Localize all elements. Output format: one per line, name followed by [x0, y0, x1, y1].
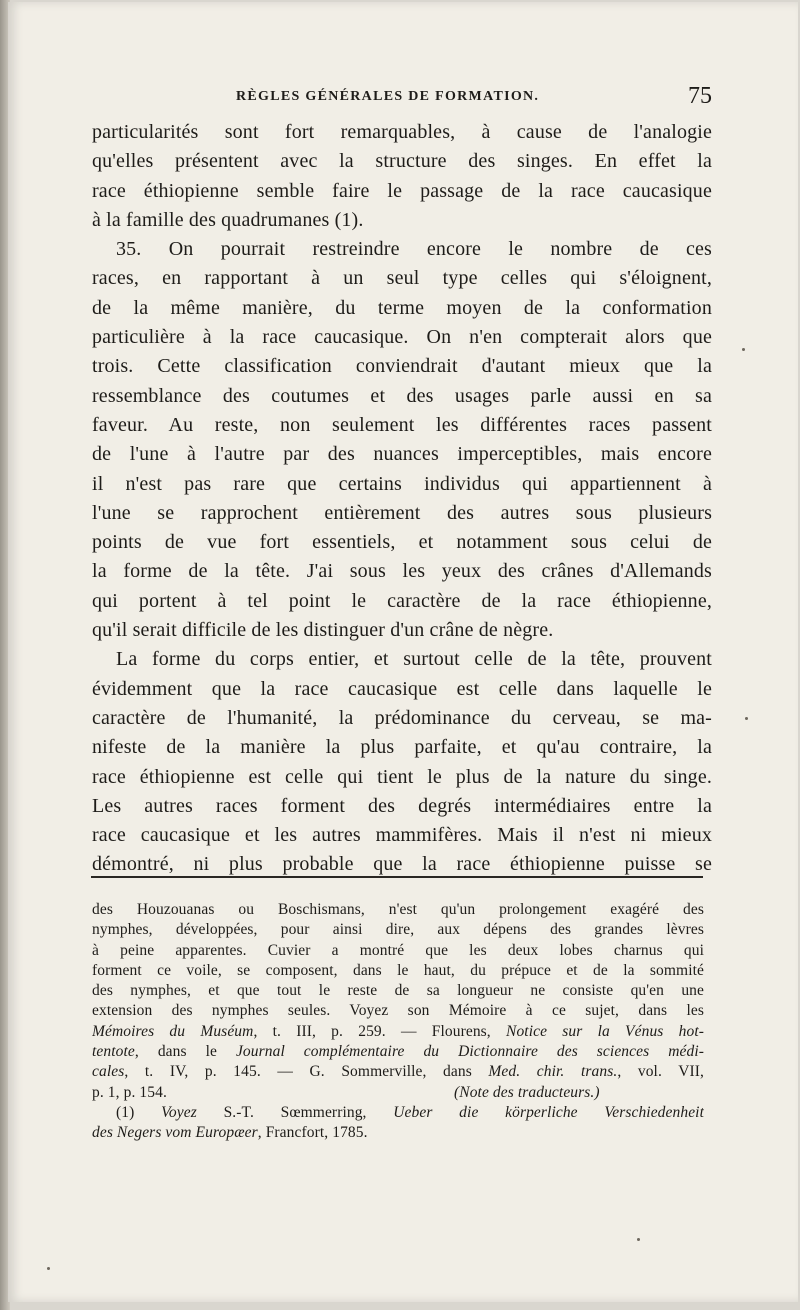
footnote-line: à peine apparentes. Cuvier a montré que les deux lobes charnus qui	[92, 941, 704, 959]
text-line: qui portent à tel point le caractère de la race éthiopienne,	[92, 589, 712, 612]
citation-detail: , t. III, p. 259. — Flourens,	[253, 1022, 506, 1040]
citation-title: Med. chir. trans.	[488, 1063, 618, 1081]
footnote-marker: (1)	[116, 1103, 162, 1121]
paper-speck	[637, 1238, 640, 1241]
citation-detail: S.-T. Sœmmerring,	[196, 1103, 394, 1121]
page-header	[90, 83, 712, 113]
footnote-line	[92, 1123, 704, 1143]
footnote-line: nymphes, développées, pour ainsi dire, aux dépens des grandes lèvres	[92, 921, 704, 939]
text-line: qu'elles présentent avec la structure des singes. En effet la	[92, 150, 712, 173]
citation-detail: , vol. VII,	[617, 1063, 704, 1081]
page-number: 75	[688, 83, 712, 109]
citation-title: tentote	[92, 1043, 135, 1061]
citation-title: Journal complémentaire du Dictionnaire des sciences médi-	[235, 1043, 704, 1061]
text-line: race caucasique et les autres mammifères. Mais il n'est ni mieux	[92, 824, 712, 847]
text-line: particularités sont fort remarquables, à cause de l'analogie	[92, 121, 712, 143]
footnote-line: forment ce voile, se composent, dans le haut, du prépuce et de la sommité	[92, 961, 704, 979]
text-line: ressemblance des coutumes et des usages parle aussi en sa	[92, 384, 712, 407]
citation-title: cales	[92, 1063, 125, 1081]
text-line: particulière à la race caucasique. On n'en compterait alors que	[92, 326, 712, 349]
footnote-line	[92, 1042, 704, 1062]
citation-detail: , dans le	[134, 1043, 236, 1061]
text-line: à la famille des quadrumanes (1).	[92, 208, 364, 231]
citation-detail: p. 1, p. 154.	[92, 1083, 167, 1101]
text-line: de l'une à l'autre par des nuances imperceptibles, mais encore	[92, 443, 712, 466]
text-line: race éthiopienne semble faire le passage de la race caucasique	[92, 179, 712, 202]
citation-detail: , t. IV, p. 145. — G. Sommerville, dans	[124, 1063, 489, 1081]
text-line: la forme de la tête. J'ai sous les yeux des crânes d'Allemands	[92, 560, 712, 583]
paper-speck	[47, 1267, 50, 1270]
citation-title: des Negers vom Europæer	[92, 1124, 258, 1142]
footnote-line	[92, 1083, 704, 1103]
text-line: l'une se rapprochent entièrement des autres sous plusieurs	[92, 501, 712, 524]
translators-note: (Note des traducteurs.)	[454, 1083, 600, 1101]
citation-title: Ueber die körperliche Verschiedenheit	[393, 1103, 704, 1121]
citation-detail: , Francfort, 1785.	[257, 1124, 368, 1142]
text-line: faveur. Au reste, non seulement les différentes races passent	[92, 413, 712, 436]
footnote-line: des nymphes, et que tout le reste de sa longueur ne consiste qu'en une	[92, 982, 704, 1000]
text-line: races, en rapportant à un seul type celles qui s'éloignent,	[92, 267, 712, 290]
text-line: race éthiopienne est celle qui tient le plus de la nature du singe.	[92, 765, 712, 788]
text-line: qu'il serait difficile de les distinguer d'un crâne de nègre.	[92, 619, 554, 642]
paper-speck	[745, 717, 748, 720]
citation-title: Notice sur la Vénus hot-	[506, 1022, 704, 1040]
text-line: caractère de l'humanité, la prédominance du cerveau, se ma-	[92, 706, 712, 729]
text-line: trois. Cette classification conviendrait d'autant mieux que la	[92, 355, 712, 378]
citation-title: Voyez	[161, 1103, 197, 1121]
text-line: nifeste de la manière la plus parfaite, et qu'au contraire, la	[92, 736, 712, 759]
text-line: il n'est pas rare que certains individus qui appartiennent à	[92, 472, 712, 495]
citation-title: Mémoires du Muséum	[92, 1022, 254, 1040]
text-line: points de vue fort essentiels, et notamment sous celui de	[92, 531, 712, 554]
running-title: RÈGLES GÉNÉRALES DE FORMATION.	[236, 89, 540, 104]
paper-speck	[742, 348, 745, 351]
text-line: 35. On pourrait restreindre encore le nombre de ces	[116, 238, 712, 261]
footnote-line	[92, 1103, 704, 1123]
footnote-line	[92, 1062, 704, 1082]
footnote-line: des Houzouanas ou Boschismans, n'est qu'un prolongement exagéré des	[92, 901, 704, 918]
footnote-line: extension des nymphes seules. Voyez son Mémoire à ce sujet, dans les	[92, 1002, 704, 1020]
footnote-rule	[91, 876, 703, 878]
text-line: évidemment que la race caucasique est celle dans laquelle le	[92, 677, 712, 700]
text-line: La forme du corps entier, et surtout celle de la tête, prouvent	[116, 648, 712, 671]
text-line: démontré, ni plus probable que la race éthiopienne puisse se	[92, 853, 712, 876]
text-line: de la même manière, du terme moyen de la conformation	[92, 296, 712, 319]
footnote-line	[92, 1022, 704, 1042]
main-text	[92, 118, 712, 880]
text-line: Les autres races forment des degrés intermédiaires entre la	[92, 794, 712, 817]
footnotes	[92, 900, 704, 1144]
